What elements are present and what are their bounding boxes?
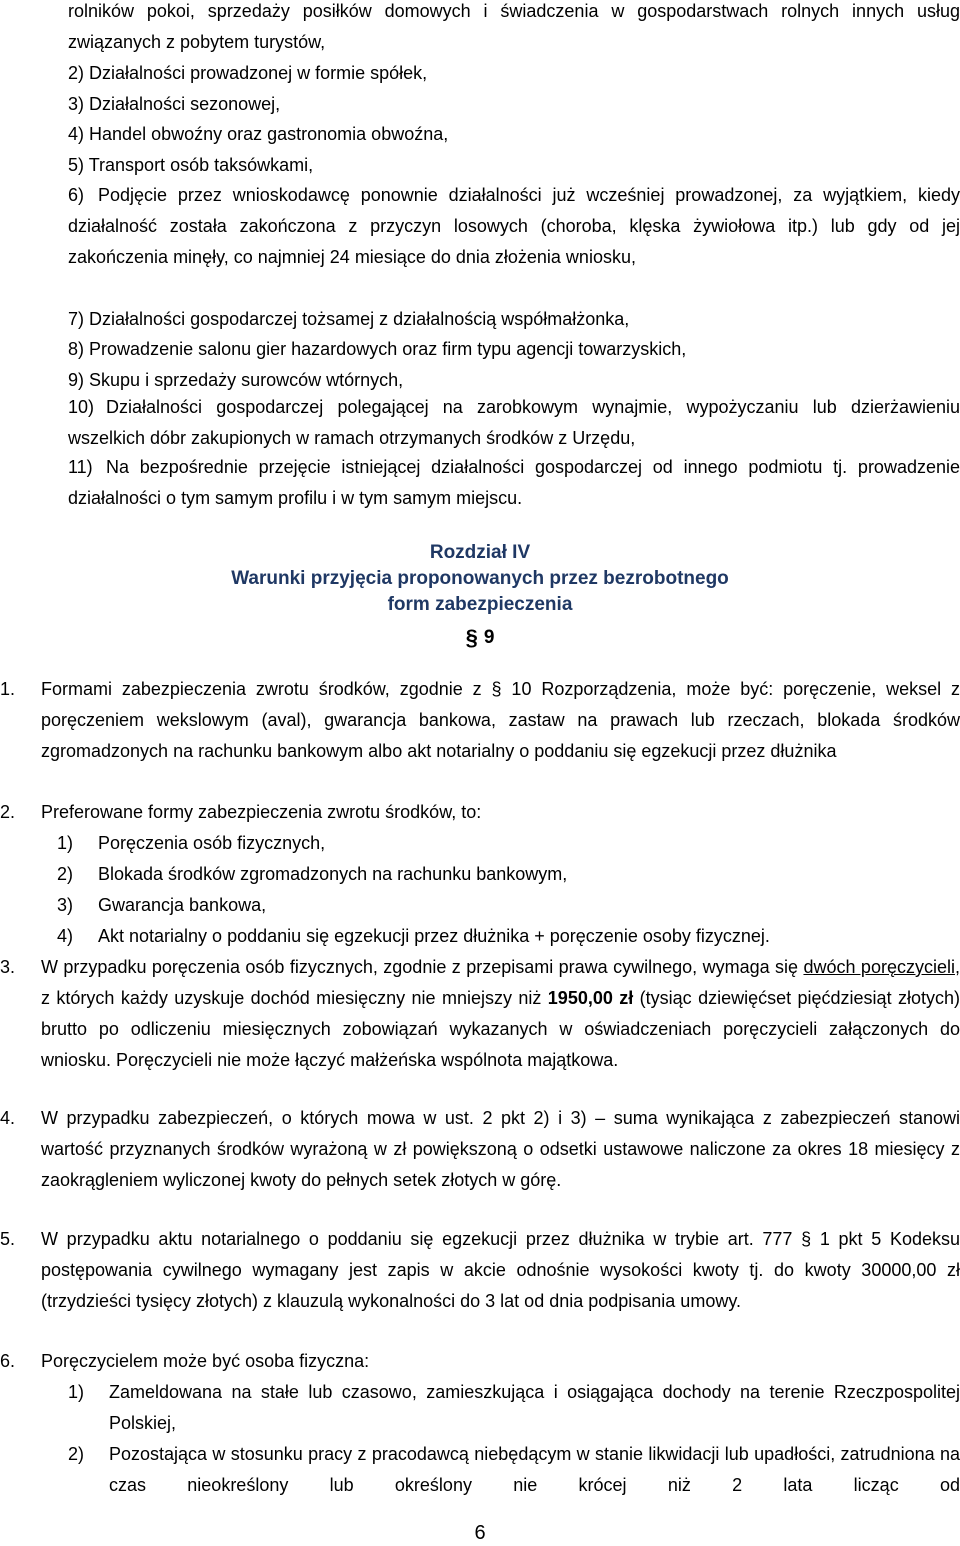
chapter-title: Rozdział IV — [429, 542, 531, 563]
paragraph-text: Preferowane formy zabezpieczenia zwrotu środków, to: — [41, 802, 482, 822]
list-item-number: 4) — [57, 926, 74, 946]
list-item-number: 8) — [68, 339, 85, 359]
list-item-text: Pozostająca w stosunku pracy z pracodawcą niebędącym w stanie likwidacji lub upadłości, zatrudniona na czas nieokreślony lub określony nie krócej niż 2 lata licząc od — [109, 1444, 960, 1495]
list-item-text: Poręczenia osób fizycznych, — [98, 833, 326, 853]
list-item-number: 3) — [57, 895, 74, 915]
list-item-number: 4) — [68, 124, 85, 144]
paragraph-text-part: , z których każdy uzyskuje dochód miesięczny nie mniejszy niż — [41, 957, 960, 1008]
paragraph-number: 4. — [0, 1108, 16, 1128]
list-item-number: 11) — [68, 457, 93, 477]
paragraph-text: W przypadku zabezpieczeń, o których mowa w ust. 2 pkt 2) i 3) – suma wynikająca z zabezpieczeń stanowi wartość przyznanych środków wyrażoną w zł powiększoną o odsetki ustawowe naliczone za okres 18 miesięcy z zaokrągleniem wyliczonej kwoty do pełnych setek złotych w górę. — [41, 1108, 960, 1190]
paragraph-6 — [0, 1346, 960, 1377]
list-item-text: Na bezpośrednie przejęcie istniejącej działalności gospodarczej od innego podmiotu tj. prowadzenie działalności o tym samym profilu i w tym samym miejscu. — [68, 457, 960, 508]
paragraph-number: 6. — [0, 1351, 16, 1371]
list-item-text: Działalności sezonowej, — [89, 94, 281, 114]
list-item-number: 2) — [57, 864, 74, 884]
list-item — [68, 334, 960, 365]
list-item — [68, 180, 960, 273]
paragraph-5 — [0, 1224, 960, 1317]
continuation-paragraph — [68, 0, 960, 58]
list-item-text: Transport osób taksówkami, — [88, 155, 314, 175]
list-item-text: Podjęcie przez wnioskodawcę ponownie działalności już wcześniej prowadzonej, za wyjątkiem, kiedy działalność została zakończona z przyczyn losowych (choroba, klęska żywiołowa itp.) lub gdy od jej zakończenia minęły, co najmniej 24 miesiące do dnia złożenia wniosku, — [68, 185, 960, 267]
section-number: 9 — [483, 627, 495, 648]
list-item-text: Działalności gospodarczej tożsamej z działalnością współmałżonka, — [89, 309, 630, 329]
list-item-text: Prowadzenie salonu gier hazardowych oraz firm typu agencji towarzyskich, — [89, 339, 687, 359]
list-item-number: 2) — [68, 1444, 85, 1464]
paragraph-number: 2. — [0, 802, 16, 822]
paragraph-text-part: W przypadku poręczenia osób fizycznych, zgodnie z przepisami prawa cywilnego, wymaga się — [41, 957, 804, 977]
paragraph-number: 1. — [0, 679, 16, 699]
chapter-subtitle-line2: form zabezpieczenia — [387, 594, 573, 615]
paragraph-4 — [0, 1103, 960, 1196]
list-item — [68, 1439, 960, 1501]
page-number: 6 — [474, 1522, 486, 1544]
underlined-text: dwóch poręczycieli — [803, 957, 955, 977]
list-item — [68, 119, 960, 150]
list-item — [68, 392, 960, 454]
list-item-text: Gwarancja bankowa, — [98, 895, 267, 915]
paragraph-3 — [0, 952, 960, 1076]
paragraph-text — [41, 952, 960, 1076]
list-item-number: 5) — [68, 155, 85, 175]
paragraph-2 — [0, 797, 960, 828]
list-item-text: Handel obwoźny oraz gastronomia obwoźna, — [89, 124, 449, 144]
list-item — [68, 452, 960, 514]
list-item-text: Akt notarialny o poddaniu się egzekucji przez dłużnika + poręczenie osoby fizycznej. — [98, 926, 770, 946]
list-item-number: 1) — [57, 833, 74, 853]
list-item-number: 2) — [68, 63, 85, 83]
paragraph-text: Poręczycielem może być osoba fizyczna: — [41, 1351, 370, 1371]
paragraph-number: 5. — [0, 1229, 16, 1249]
amount-text: 1950,00 zł — [547, 988, 634, 1008]
section-heading — [0, 625, 960, 651]
list-item — [57, 828, 960, 859]
list-item-number: 1) — [68, 1382, 85, 1402]
list-item-number: 3) — [68, 94, 85, 114]
list-item-text: Blokada środków zgromadzonych na rachunku bankowym, — [98, 864, 568, 884]
list-item — [68, 150, 960, 181]
list-item-text: Zameldowana na stałe lub czasowo, zamieszkująca i osiągająca dochody na terenie Rzeczpospolitej Polskiej, — [109, 1382, 960, 1433]
list-item-text: Skupu i sprzedaży surowców wtórnych, — [89, 370, 404, 390]
continuation-text: rolników pokoi, sprzedaży posiłków domowych i świadczenia w gospodarstwach rolnych innych usług związanych z pobytem turystów, — [68, 1, 960, 52]
list-item — [68, 58, 960, 89]
list-item — [68, 89, 960, 120]
paragraph-1 — [0, 674, 960, 767]
list-item — [68, 1377, 960, 1439]
paragraph-text: Formami zabezpieczenia zwrotu środków, zgodnie z § 10 Rozporządzenia, może być: poręczenie, weksel z poręczeniem wekslowym (aval), gwarancja bankowa, zastaw na prawach lub rzeczach, blokada środków zgromadzonych na rachunku bankowym albo akt notarialny o poddaniu się egzekucji przez dłużnika — [41, 679, 960, 761]
paragraph-number: 3. — [0, 957, 16, 977]
list-item-number: 7) — [68, 309, 85, 329]
list-item-number: 6) — [68, 185, 85, 205]
section-sign-icon: § — [465, 625, 478, 650]
list-item — [57, 921, 960, 952]
list-item-number: 9) — [68, 370, 85, 390]
list-item — [57, 859, 960, 890]
paragraph-text-part: (tysiąc dziewięćset pięćdziesiąt złotych) brutto po odliczeniu miesięcznych zobowiązań wykazanych w oświadczeniach poręczycieli załączonych do wniosku. Poręczycieli nie może łączyć małżeńska wspólnota majątkowa. — [41, 988, 960, 1070]
list-item — [57, 890, 960, 921]
chapter-subtitle-line1: Warunki przyjęcia proponowanych przez bezrobotnego — [231, 568, 729, 589]
list-item-text: Działalności prowadzonej w formie spółek, — [89, 63, 428, 83]
list-item-number: 10) — [68, 397, 95, 417]
list-item — [68, 304, 960, 335]
list-item-text: Działalności gospodarczej polegającej na zarobkowym wynajmie, wypożyczaniu lub dzierżawieniu wszelkich dóbr zakupionych w ramach otrzymanych środków z Urzędu, — [68, 397, 960, 448]
paragraph-text: W przypadku aktu notarialnego o poddaniu się egzekucji przez dłużnika w trybie art. 777 § 1 pkt 5 Kodeksu postępowania cywilnego wymagany jest zapis w akcie odnośnie wysokości kwoty tj. do kwoty 30000,00 zł (trzydzieści tysięcy złotych) z klauzulą wykonalności do 3 lat od dnia podpisania umowy. — [41, 1229, 960, 1311]
